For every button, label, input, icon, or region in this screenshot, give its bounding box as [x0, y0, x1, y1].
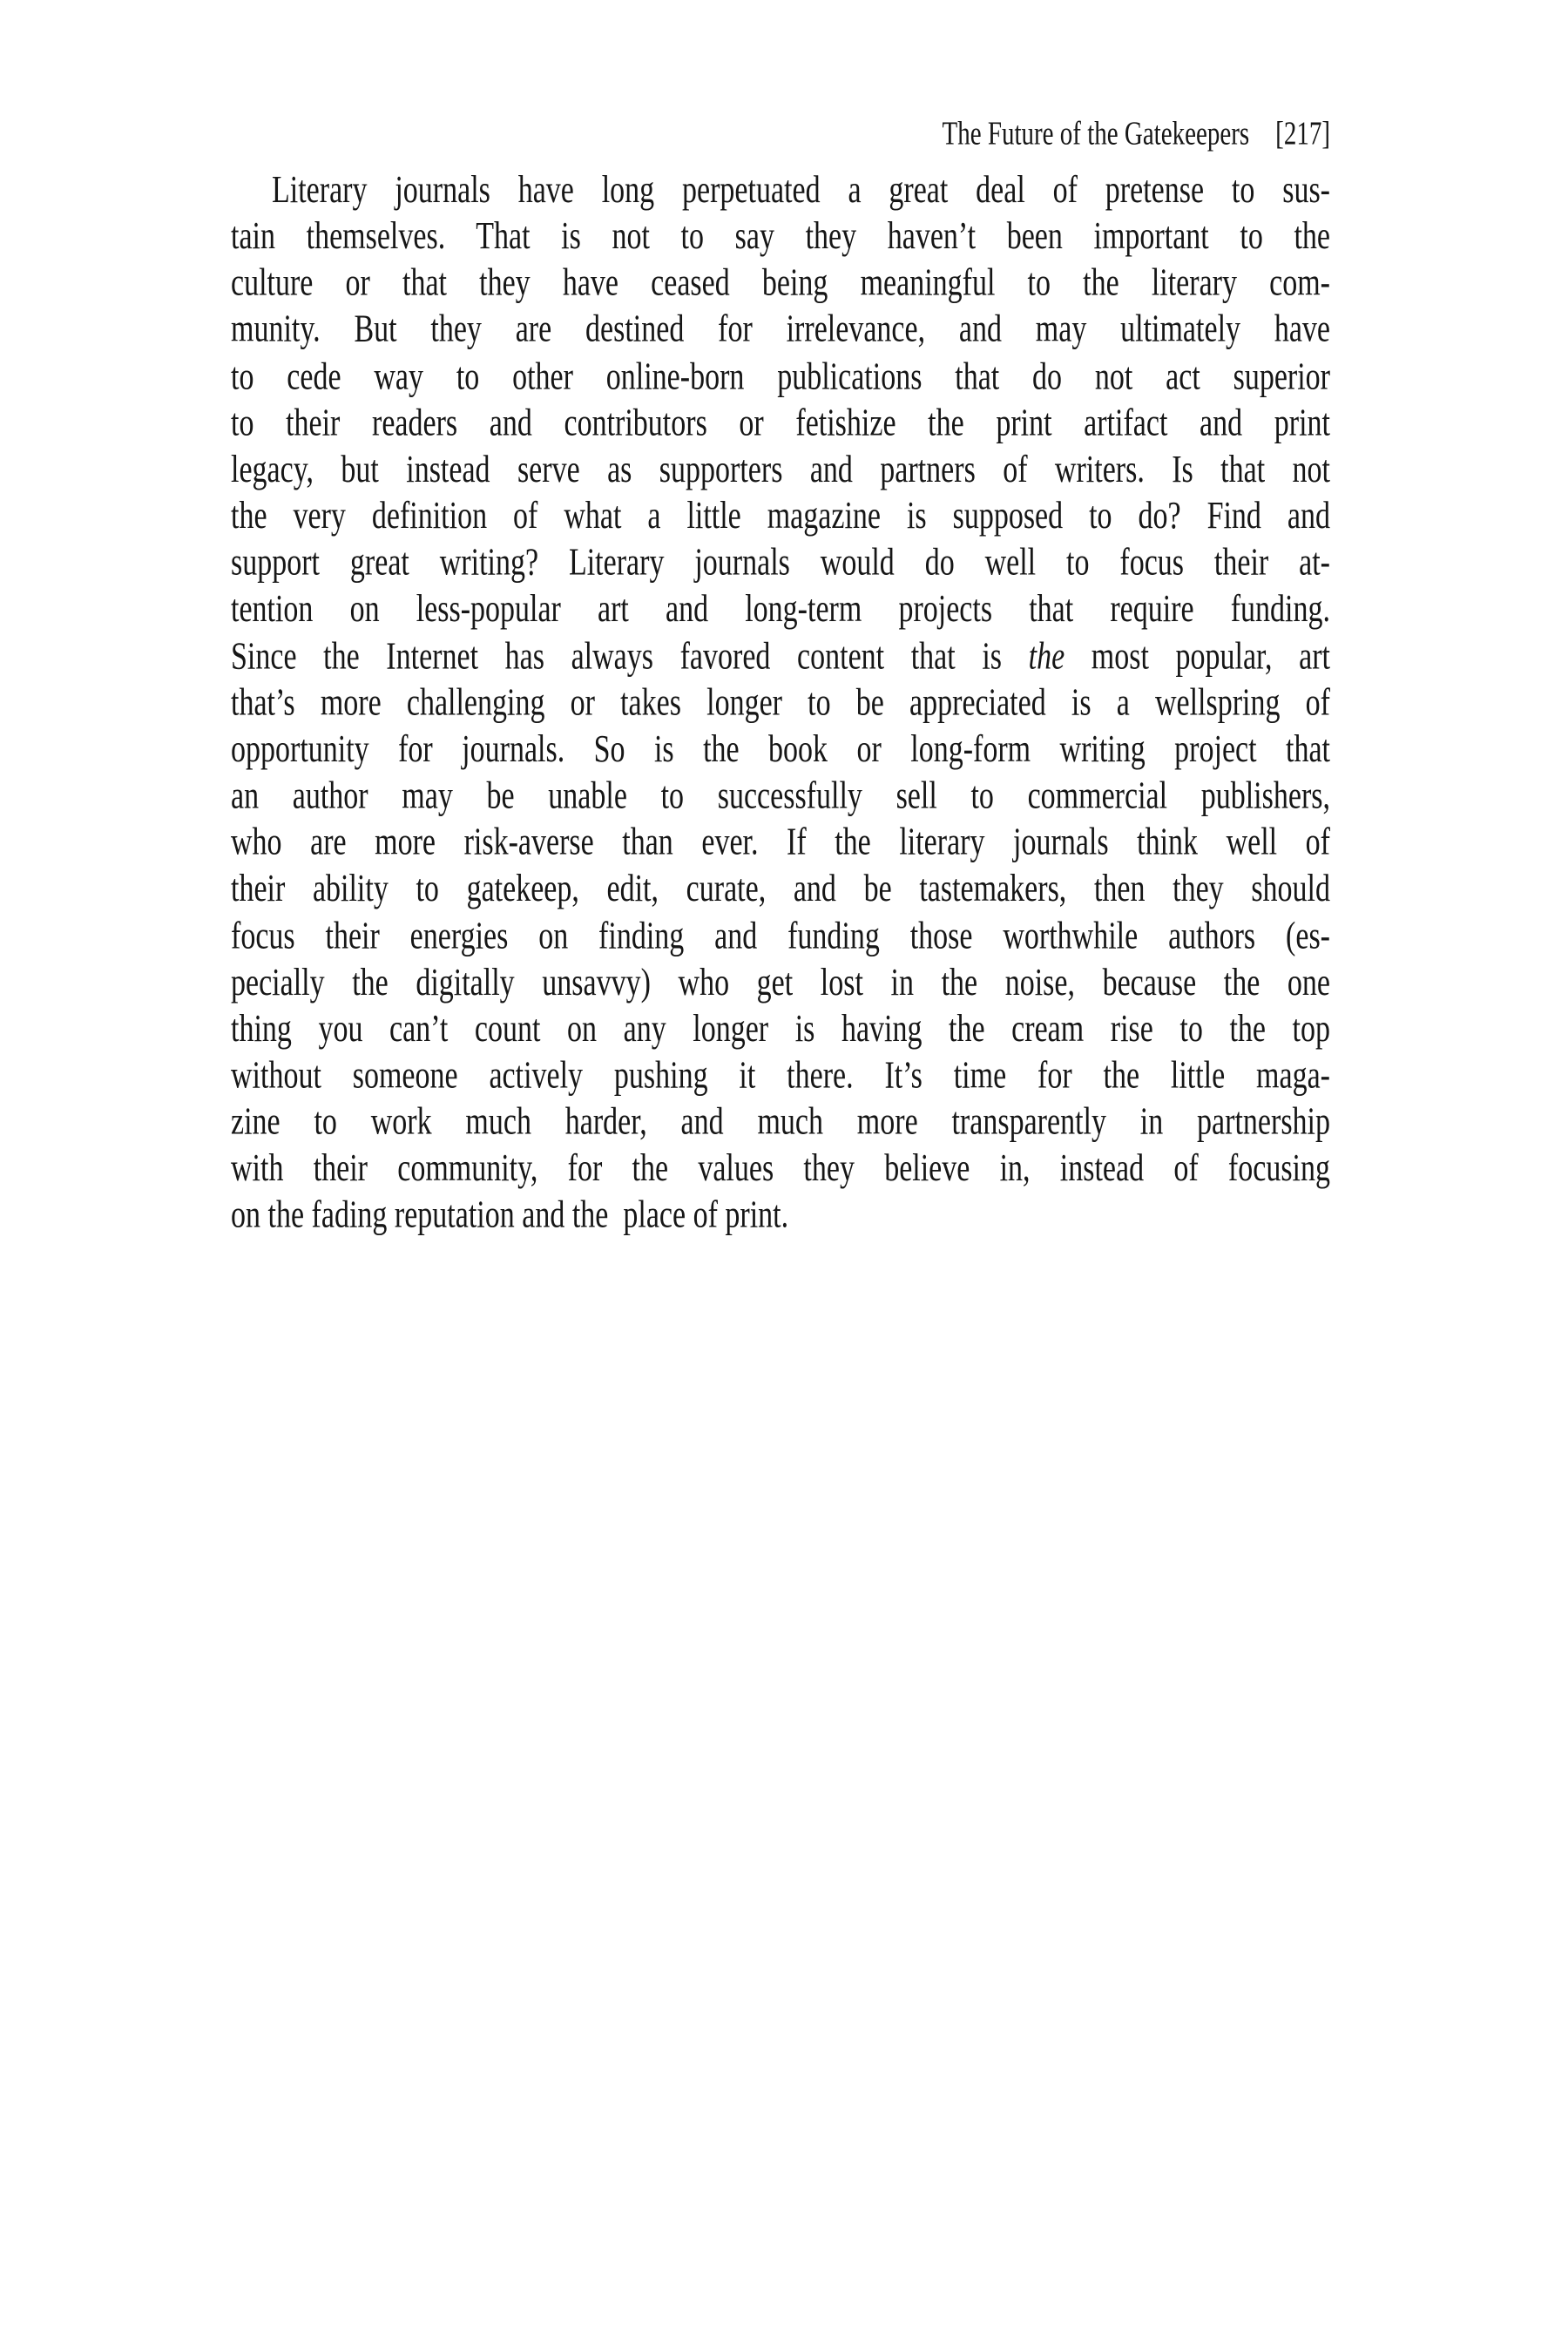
- text-line: [231, 1052, 1330, 1099]
- text-line: [231, 727, 1330, 774]
- running-head-title: The Future of the Gatekeepers: [942, 116, 1250, 152]
- text-segment: on the fading reputation and the place of print.: [231, 1194, 789, 1237]
- text-line: [231, 1099, 1330, 1146]
- text-segment: zine to work much harder, and much more transparently in partnership: [231, 1101, 1330, 1144]
- text-line: [231, 866, 1330, 913]
- text-line: [231, 1146, 1330, 1193]
- text-line: [231, 1006, 1330, 1053]
- text-segment: without someone actively pushing it there. It’s time for the little maga-: [231, 1054, 1330, 1097]
- text-segment: most popular, art: [1064, 635, 1330, 678]
- running-head: [231, 116, 1330, 152]
- text-segment: opportunity for journals. So is the book or long-form writing project that: [231, 728, 1330, 771]
- text-line: [231, 493, 1330, 540]
- page-number: [217]: [1275, 116, 1330, 152]
- text-line: [231, 913, 1330, 960]
- text-line: [231, 354, 1330, 401]
- text-segment: an author may be unable to successfully sell to commercial publishers,: [231, 774, 1330, 817]
- text-segment: Literary journals have long perpetuated a great deal of pretense to sus-: [272, 169, 1330, 212]
- text-line: [231, 540, 1330, 587]
- text-line: [231, 820, 1330, 867]
- text-segment: thing you can’t count on any longer is having the cream rise to the top: [231, 1008, 1330, 1051]
- text-line: [231, 773, 1330, 820]
- text-segment: that’s more challenging or takes longer to be appreciated is a wellspring of: [231, 681, 1330, 724]
- text-line: [231, 447, 1330, 494]
- text-segment: tain themselves. That is not to say they haven’t been important to the: [231, 215, 1330, 258]
- text-segment: support great writing? Literary journals would do well to focus their at-: [231, 542, 1330, 585]
- text-line: [231, 307, 1330, 354]
- text-line: [231, 679, 1330, 727]
- text-segment: munity. But they are destined for irrelevance, and may ultimately have: [231, 308, 1330, 351]
- text-segment: to cede way to other online-born publications that do not act superior: [231, 355, 1330, 398]
- text-segment: their ability to gatekeep, edit, curate, and be tastemakers, then they should: [231, 868, 1330, 910]
- text-line: [231, 167, 1330, 214]
- paragraph: [231, 167, 1330, 1240]
- text-segment: culture or that they have ceased being meaningful to the literary com-: [231, 262, 1330, 305]
- text-segment: who are more risk-averse than ever. If the literary journals think well of: [231, 821, 1330, 864]
- text-line: [231, 1193, 1330, 1240]
- text-segment: Since the Internet has always favored content that is: [231, 635, 1029, 678]
- text-line: [231, 633, 1330, 680]
- text-line: [231, 959, 1330, 1006]
- text-line: [231, 400, 1330, 447]
- text-segment: with their community, for the values they believe in, instead of focusing: [231, 1147, 1330, 1190]
- text-segment: to their readers and contributors or fetishize the print artifact and print: [231, 402, 1330, 444]
- italic-text: the: [1028, 635, 1065, 678]
- text-segment: focus their energies on finding and funding those worthwhile authors (es-: [231, 915, 1330, 957]
- text-line: [231, 586, 1330, 633]
- text-block: [231, 116, 1330, 1239]
- text-segment: legacy, but instead serve as supporters and partners of writers. Is that not: [231, 449, 1330, 491]
- text-line: [231, 213, 1330, 260]
- text-line: [231, 260, 1330, 308]
- text-segment: tention on less-popular art and long-term projects that require funding.: [231, 588, 1330, 631]
- text-segment: the very definition of what a little magazine is supposed to do? Find and: [231, 495, 1330, 537]
- text-segment: pecially the digitally unsavvy) who get lost in the noise, because the one: [231, 961, 1330, 1004]
